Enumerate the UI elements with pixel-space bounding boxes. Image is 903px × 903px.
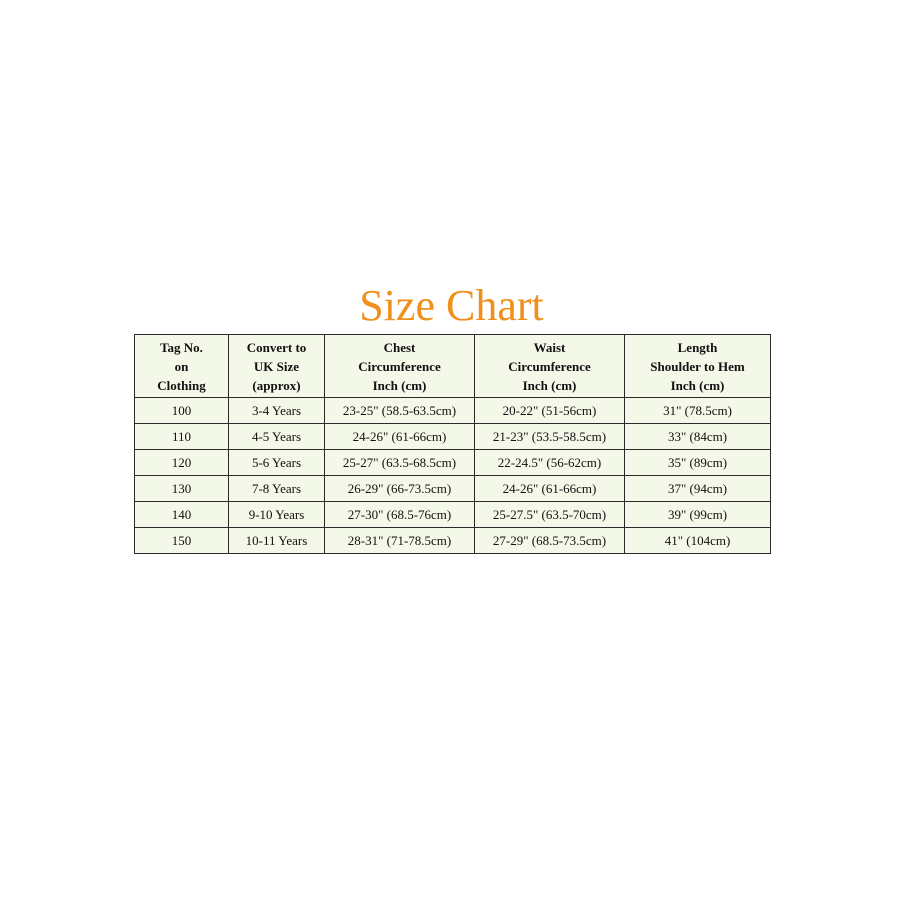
header-uk-size <box>229 335 325 398</box>
cell-waist: 22-24.5" (56-62cm) <box>475 450 625 476</box>
cell-uk-size: 10-11 Years <box>229 528 325 554</box>
cell-tag-no: 120 <box>135 450 229 476</box>
header-line: Circumference <box>358 358 441 374</box>
cell-tag-no: 100 <box>135 398 229 424</box>
header-line: Inch (cm) <box>522 377 577 393</box>
header-line: on <box>174 358 189 374</box>
header-line: Convert to <box>246 339 307 355</box>
header-line: Clothing <box>157 377 206 393</box>
cell-tag-no: 130 <box>135 476 229 502</box>
header-line: Inch (cm) <box>372 377 427 393</box>
cell-tag-no: 110 <box>135 424 229 450</box>
cell-waist: 25-27.5" (63.5-70cm) <box>475 502 625 528</box>
cell-chest: 25-27" (63.5-68.5cm) <box>325 450 475 476</box>
size-chart-title: Size Chart <box>359 281 544 330</box>
table-header-row <box>135 335 771 398</box>
header-chest <box>325 335 475 398</box>
header-line: Inch (cm) <box>670 377 725 393</box>
cell-waist: 24-26" (61-66cm) <box>475 476 625 502</box>
table-row <box>135 528 771 554</box>
table-row <box>135 450 771 476</box>
cell-waist: 21-23" (53.5-58.5cm) <box>475 424 625 450</box>
table-row <box>135 398 771 424</box>
header-line: Waist <box>533 339 566 355</box>
header-line: Shoulder to Hem <box>650 358 745 374</box>
cell-length: 39" (99cm) <box>625 502 771 528</box>
cell-waist: 27-29" (68.5-73.5cm) <box>475 528 625 554</box>
cell-uk-size: 5-6 Years <box>229 450 325 476</box>
header-length <box>625 335 771 398</box>
cell-length: 33" (84cm) <box>625 424 771 450</box>
cell-chest: 23-25" (58.5-63.5cm) <box>325 398 475 424</box>
table-row <box>135 502 771 528</box>
cell-chest: 26-29" (66-73.5cm) <box>325 476 475 502</box>
table-row <box>135 424 771 450</box>
cell-chest: 27-30" (68.5-76cm) <box>325 502 475 528</box>
table-row <box>135 476 771 502</box>
cell-chest: 24-26" (61-66cm) <box>325 424 475 450</box>
cell-uk-size: 9-10 Years <box>229 502 325 528</box>
cell-uk-size: 4-5 Years <box>229 424 325 450</box>
header-waist <box>475 335 625 398</box>
header-line: Chest <box>383 339 416 355</box>
cell-chest: 28-31" (71-78.5cm) <box>325 528 475 554</box>
cell-waist: 20-22" (51-56cm) <box>475 398 625 424</box>
header-line: Tag No. <box>160 339 203 355</box>
cell-length: 31" (78.5cm) <box>625 398 771 424</box>
cell-length: 41" (104cm) <box>625 528 771 554</box>
cell-uk-size: 7-8 Years <box>229 476 325 502</box>
cell-length: 37" (94cm) <box>625 476 771 502</box>
header-line: (approx) <box>252 377 301 393</box>
header-tag-no <box>135 335 229 398</box>
header-line: Circumference <box>508 358 591 374</box>
header-line: Length <box>677 339 718 355</box>
size-chart-table <box>134 334 771 554</box>
cell-uk-size: 3-4 Years <box>229 398 325 424</box>
cell-tag-no: 150 <box>135 528 229 554</box>
cell-tag-no: 140 <box>135 502 229 528</box>
cell-length: 35" (89cm) <box>625 450 771 476</box>
header-line: UK Size <box>253 358 300 374</box>
